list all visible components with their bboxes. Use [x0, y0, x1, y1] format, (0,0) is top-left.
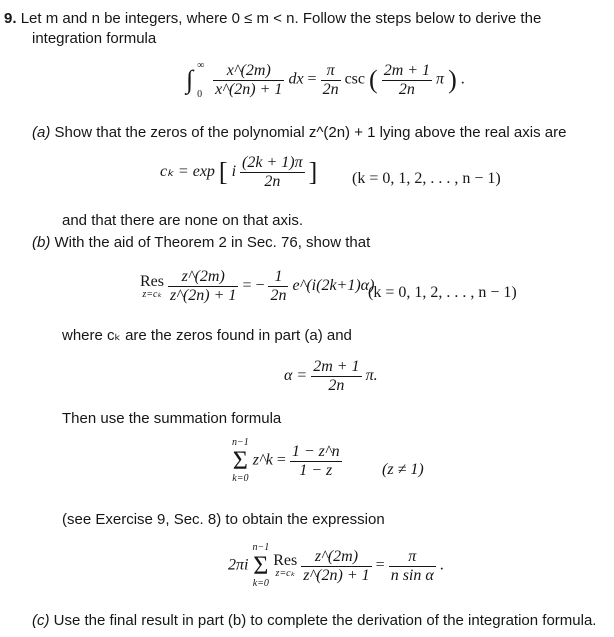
- ck-exp: cₖ = exp: [160, 163, 215, 181]
- part-a-statement: [32, 124, 566, 141]
- coefficient-numerator: π: [321, 62, 341, 81]
- part-a-after: and that there are none on that axis.: [62, 212, 304, 229]
- expr-res-text: Res: [273, 552, 298, 569]
- res-subscript: z=cₖ: [142, 288, 162, 300]
- then-text: Then use the summation formula: [62, 410, 282, 427]
- alpha-eq: α =: [284, 367, 308, 385]
- expr-coefficient: 2πi: [228, 556, 249, 574]
- expr-result-fraction: [389, 548, 436, 585]
- sum-lower: k=0: [232, 473, 249, 484]
- summation-formula: [232, 438, 342, 484]
- sum-term: z^k: [252, 451, 273, 469]
- sum-equals: =: [276, 451, 286, 469]
- part-c-label: (c): [32, 612, 50, 629]
- residue-denominator: z^(2n) + 1: [170, 287, 237, 304]
- sum-operator: [232, 438, 249, 484]
- argument-pi: π: [436, 70, 445, 88]
- dx: dx: [288, 70, 304, 88]
- imaginary-i: i: [231, 163, 237, 181]
- right-bracket: ]: [308, 157, 318, 187]
- expr-sum-lower: k=0: [252, 578, 269, 589]
- part-b-statement: [32, 234, 370, 251]
- part-a-text: Show that the zeros of the polynomial z^(2n) + 1 lying above the real axis are: [54, 124, 567, 141]
- residue-formula: [140, 268, 374, 305]
- exponential-term: e^(i(2k+1)α): [292, 277, 375, 295]
- expr-res-subscript: z=cₖ: [275, 568, 295, 579]
- upper-limit: ∞: [197, 60, 205, 71]
- alpha-definition: [284, 358, 378, 395]
- argument-numerator: 2m + 1: [383, 61, 431, 79]
- expr-sum-operator: [252, 543, 269, 589]
- problem-intro-text: Let m and n be integers, where 0 ≤ m < n. Follow the steps below to derive the: [20, 10, 542, 27]
- expr-end-period: .: [439, 556, 444, 574]
- integrand-numerator: x^(2m): [213, 62, 284, 81]
- res-text: Res: [140, 272, 164, 290]
- where-text: where cₖ are the zeros found in part (a) and: [62, 327, 352, 344]
- part-b-text: With the aid of Theorem 2 in Sec. 76, show that: [54, 234, 371, 251]
- alpha-numerator: 2m + 1: [313, 358, 360, 375]
- expr-sigma-symbol: Σ: [253, 551, 269, 580]
- lower-limit: 0: [197, 89, 203, 100]
- main-integration-formula: [186, 60, 465, 104]
- right-paren: ): [448, 65, 457, 94]
- integrand-fraction: [213, 62, 284, 99]
- coefficient-denominator: 2n: [322, 80, 339, 98]
- expr-result-numerator: π: [389, 548, 436, 567]
- residue-numerator: z^(2m): [168, 268, 238, 287]
- problem-intro-line-2: integration formula: [32, 30, 157, 47]
- one-over-2n: [268, 268, 288, 305]
- expr-residue-operator: [273, 553, 297, 579]
- residue-operator: [140, 274, 164, 300]
- expr-numerator: z^(2m): [301, 548, 371, 567]
- expr-fraction: [301, 548, 371, 585]
- sum-denominator: 1 − z: [299, 461, 333, 479]
- integrand-denominator: x^(2n) + 1: [215, 80, 283, 98]
- alpha-pi: π.: [365, 367, 378, 385]
- formula-end-period: .: [460, 70, 465, 88]
- part-a-label: (a): [32, 124, 51, 141]
- sum-condition: (z ≠ 1): [382, 461, 424, 478]
- part-c-text: Use the final result in part (b) to complete the derivation of the integration formula.: [53, 612, 597, 629]
- alpha-denominator: 2n: [328, 377, 345, 394]
- coefficient-fraction: [321, 62, 341, 99]
- argument-denominator: 2n: [398, 80, 415, 98]
- zeros-denominator: 2n: [264, 173, 281, 190]
- alpha-fraction: [311, 358, 361, 395]
- expr-sum-upper: n−1: [252, 542, 270, 553]
- see-text: (see Exercise 9, Sec. 8) to obtain the expression: [62, 511, 385, 528]
- csc-function: csc: [344, 70, 366, 88]
- equals-sign: =: [307, 70, 317, 88]
- zeros-formula: [160, 154, 317, 191]
- expr-denominator: z^(2n) + 1: [303, 566, 370, 584]
- problem-intro-line-1: [4, 10, 541, 27]
- sum-fraction: [290, 443, 342, 480]
- expr-equals: =: [375, 556, 385, 574]
- residue-range: (k = 0, 1, 2, . . . , n − 1): [368, 284, 517, 301]
- expr-result-denominator: n sin α: [390, 566, 434, 584]
- part-c-statement: [32, 612, 596, 629]
- integral-limits: [197, 60, 209, 100]
- sum-numerator: 1 − z^n: [291, 442, 340, 460]
- sum-upper: n−1: [232, 437, 249, 448]
- left-paren: (: [369, 65, 378, 94]
- integral-sign: ∫: [186, 65, 194, 94]
- argument-fraction: [382, 62, 432, 99]
- zeros-numerator: (2k + 1)π: [242, 154, 303, 171]
- sigma-symbol: Σ: [232, 446, 248, 475]
- left-bracket: [: [218, 157, 228, 187]
- final-expression: [228, 543, 444, 589]
- residue-fraction: [168, 268, 238, 305]
- problem-number: 9.: [4, 10, 17, 27]
- zeros-fraction: [240, 154, 305, 191]
- two-n: 2n: [270, 287, 287, 304]
- residue-equals: = −: [242, 277, 265, 295]
- zeros-range: (k = 0, 1, 2, . . . , n − 1): [352, 170, 501, 187]
- part-b-label: (b): [32, 234, 51, 251]
- one: 1: [268, 268, 288, 287]
